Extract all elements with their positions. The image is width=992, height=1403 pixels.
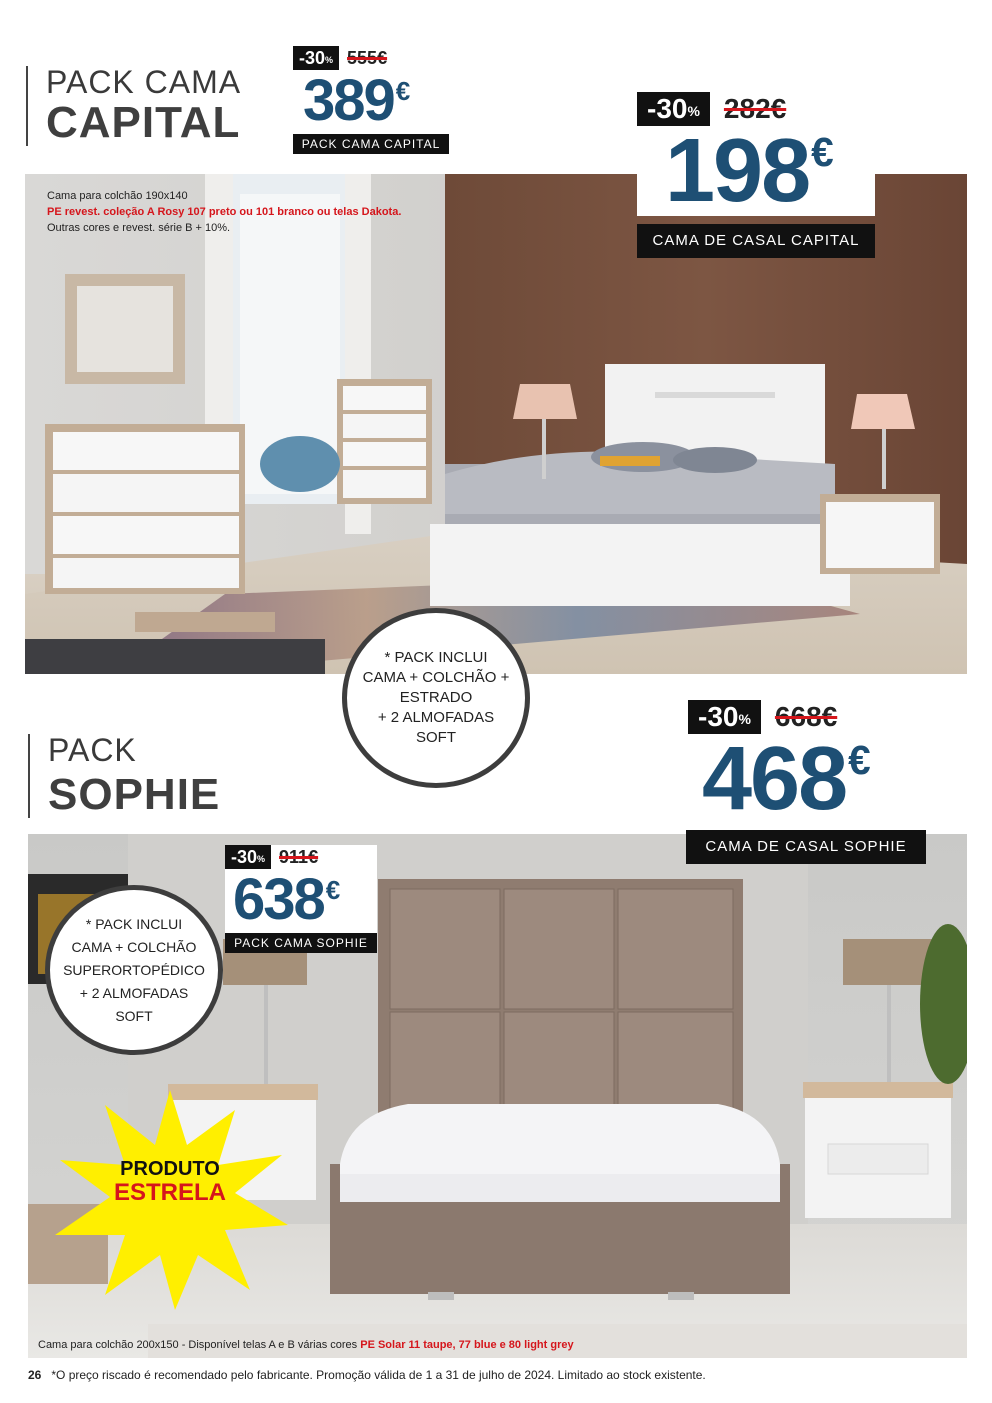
footer-disclaimer: *O preço riscado é recomendado pelo fabricante. Promoção válida de 1 a 31 de julho de 2024. Limitado ao stock existente.: [51, 1368, 706, 1382]
sophie-note-black: Cama para colchão 200x150 - Disponível telas A e B várias cores: [38, 1339, 361, 1351]
sophie-title-line1: PACK: [48, 732, 137, 768]
capital-pack-new-price: 389€: [303, 68, 409, 133]
sophie-bed-discount: -30%: [688, 700, 761, 734]
sophie-includes-line1: * PACK INCLUI: [85, 915, 183, 932]
sophie-bed-old-price: 668€: [774, 701, 838, 732]
sophie-bed-new-price: 468€: [702, 729, 869, 829]
capital-note-line3: Outras cores e revest. série B + 10%.: [47, 222, 231, 234]
sophie-pack-price: [225, 845, 377, 953]
sophie-includes-line4: + 2 ALMOFADAS: [79, 984, 189, 1001]
capital-includes-badge: [342, 608, 530, 788]
sophie-title-line2: SOPHIE: [48, 769, 221, 819]
capital-title-line2: CAPITAL: [46, 97, 241, 147]
sophie-bed-label: CAMA DE CASAL SOPHIE: [686, 830, 926, 864]
star-text: [50, 1157, 290, 1205]
sophie-note-red: PE Solar 11 taupe, 77 blue e 80 light grey: [360, 1339, 574, 1351]
sophie-notes: [38, 1337, 574, 1353]
sophie-title: [28, 734, 220, 818]
sophie-pack-discount: -30%: [225, 845, 271, 869]
capital-pack-label: PACK CAMA CAPITAL: [293, 134, 449, 154]
sophie-bed-price: [688, 700, 926, 829]
capital-bed-new-price: 198€: [665, 121, 832, 221]
capital-includes-line1: * PACK INCLUI: [384, 649, 488, 666]
star-product-badge: [50, 1085, 290, 1315]
capital-includes-line2: CAMA + COLCHÃO +: [362, 669, 510, 686]
sophie-includes-line3: SUPERORTOPÉDICO: [63, 961, 205, 978]
capital-pack-price: [293, 46, 449, 154]
capital-pack-discount: -30%: [293, 46, 339, 70]
capital-bed-label: CAMA DE CASAL CAPITAL: [637, 224, 875, 258]
capital-note-line1: Cama para colchão 190x140: [47, 190, 188, 202]
sophie-includes-line2: CAMA + COLCHÃO: [71, 938, 197, 955]
capital-pack-old-price: 555€: [347, 48, 388, 68]
capital-includes-line3: ESTRADO: [399, 689, 473, 706]
sophie-includes-badge: [45, 885, 223, 1055]
page-number: 26: [28, 1368, 42, 1382]
sophie-pack-new-price: 638€: [233, 867, 339, 932]
capital-title: [26, 66, 241, 146]
capital-notes: [47, 188, 401, 236]
capital-bed-price: [637, 90, 875, 221]
sophie-pack-label: PACK CAMA SOPHIE: [225, 933, 377, 953]
star-line1: PRODUTO: [120, 1158, 220, 1180]
star-line2: ESTRELA: [113, 1179, 226, 1206]
capital-note-line2: PE revest. coleção A Rosy 107 preto ou 101 branco ou telas Dakota.: [47, 206, 402, 218]
capital-title-line1: PACK CAMA: [46, 64, 242, 100]
footer: [28, 1368, 706, 1382]
sophie-includes-line5: SOFT: [115, 1007, 153, 1024]
sophie-pack-old-price: 911€: [279, 847, 319, 867]
capital-includes-line5: SOFT: [416, 729, 456, 746]
capital-includes-line4: + 2 ALMOFADAS: [377, 709, 495, 726]
capital-bed-old-price: 282€: [723, 93, 787, 124]
capital-bed-discount: -30%: [637, 92, 710, 126]
